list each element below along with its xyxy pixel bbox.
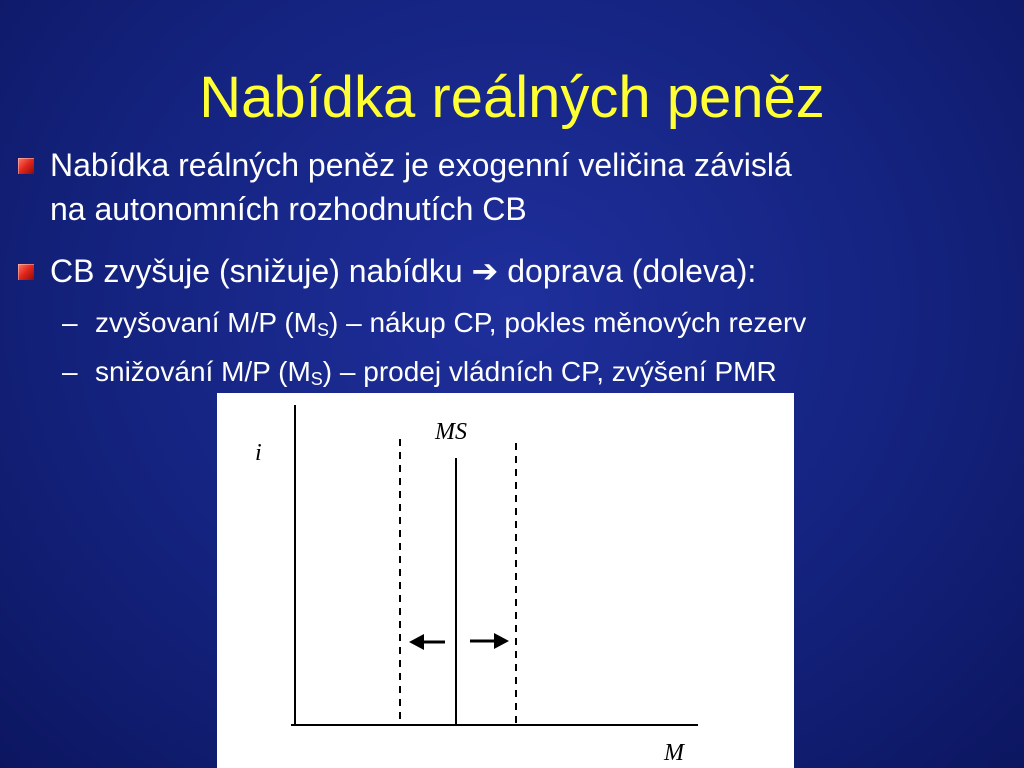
sub-bullet-2-after: ) – prodej vládních CP, zvýšení PMR: [322, 356, 777, 387]
bullet-2: [50, 249, 756, 293]
ms-curve-label: MS: [435, 419, 467, 445]
right-arrow-icon: [470, 633, 509, 649]
sub-bullet-2-before: snižování M/P (M: [95, 356, 311, 387]
bullet-2-text-before: CB zvyšuje (snižuje) nabídku: [50, 253, 463, 289]
right-arrow-icon: ➔: [471, 252, 499, 290]
slide-title: Nabídka reálných peněz: [199, 65, 825, 130]
left-arrow-icon: [409, 634, 445, 650]
sub-bullet-1-after: ) – nákup CP, pokles měnových rezerv: [329, 307, 807, 338]
sub-bullet-1-dash: –: [62, 307, 78, 338]
sub-bullet-2: [95, 354, 777, 390]
sub-bullet-1-subscript: S: [316, 320, 329, 340]
x-axis-label: M: [664, 740, 684, 766]
money-supply-diagram: [217, 393, 794, 768]
y-axis-label: i: [255, 440, 262, 466]
sub-bullet-1-before: zvyšovaní M/P (M: [95, 307, 317, 338]
sub-bullet-2-subscript: S: [310, 369, 323, 389]
bullet-1-line-1: Nabídka reálných peněz je exogenní veličina závislá: [50, 147, 792, 183]
diagram-canvas: [217, 393, 794, 768]
bullet-1: [50, 143, 792, 231]
bullet-2-text-after: doprava (doleva):: [507, 253, 757, 289]
bullet-marker-1: [18, 158, 34, 174]
bullet-marker-2: [18, 264, 34, 280]
sub-bullet-1: [95, 305, 806, 341]
bullet-1-line-2: na autonomních rozhodnutích CB: [50, 191, 527, 227]
sub-bullet-2-dash: –: [62, 356, 78, 387]
